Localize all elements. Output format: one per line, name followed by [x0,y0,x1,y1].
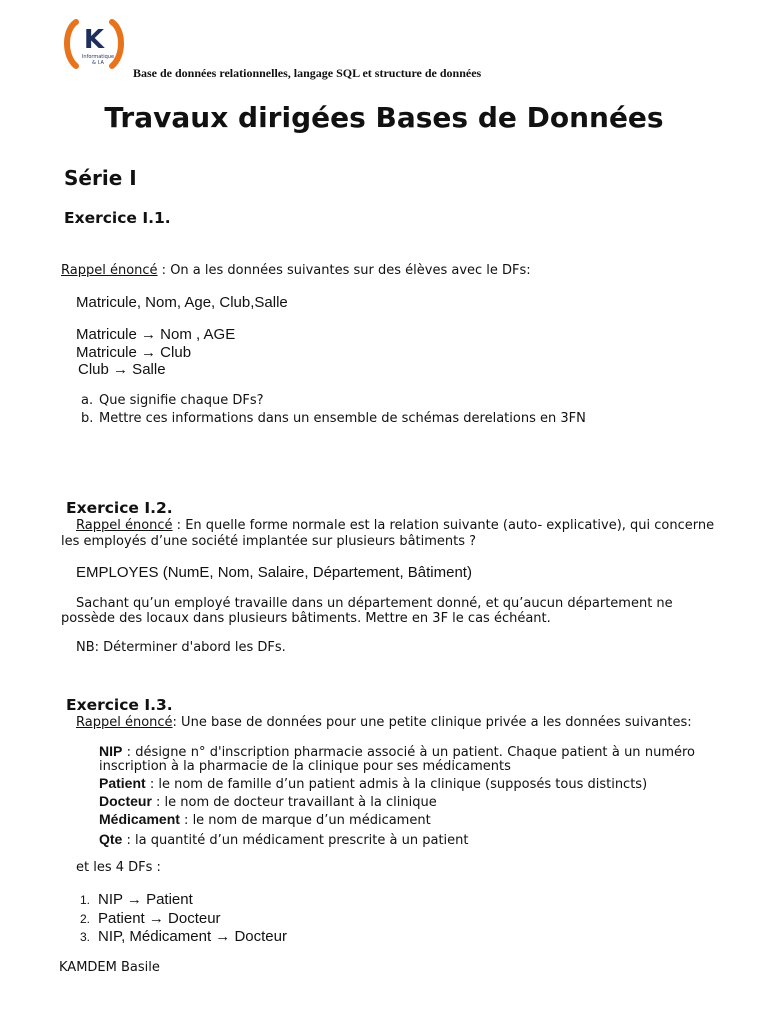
logo-sub2: & I.A [92,60,104,66]
exercise-2-nb: NB: Déterminer d'abord les DFs. [76,640,286,655]
definition-text: : le nom de marque d’un médicament [179,813,431,828]
dfs-intro: et les 4 DFs : [76,860,161,875]
definition-docteur [99,793,437,810]
rappel-text: : En quelle forme normale est la relation suivante (auto- explicative), qui concerne [172,518,715,533]
exercise-3-rappel [76,715,692,730]
question-a [81,393,264,408]
definition-medicament [99,811,431,828]
list-marker: b. [81,411,94,426]
list-marker: 2. [80,912,91,926]
exercise-1-rappel [61,263,531,278]
question-text: Mettre ces informations dans un ensemble de schémas derelations en 3FN [99,411,586,426]
exercise-1-attributes: Matricule, Nom, Age, Club,Salle [76,294,288,311]
list-marker: 3. [80,930,91,944]
exercise-1-title: Exercice I.1. [64,209,171,227]
definition-key: Médicament [99,811,180,827]
definition-text: : le nom de famille d’un patient admis à la clinique (supposés tous distincts) [145,777,648,792]
exercise-2-rappel-line1 [76,518,714,533]
ex3-df-1 [80,891,193,908]
definition-key: NIP [99,743,123,759]
question-text: Que signifie chaque DFs? [99,393,264,408]
list-marker: a. [81,393,94,408]
definition-patient [99,775,647,792]
company-logo [62,16,126,74]
df-2: Matricule → Club [76,344,192,361]
exercise-2-paragraph-line2: possède des locaux dans plusieurs bâtiments. Mettre en 3F le cas échéant. [61,611,551,626]
list-marker: 1. [80,893,91,907]
definition-key: Docteur [99,793,152,809]
question-b [81,411,586,426]
definition-nip [99,744,695,774]
logo-sub1: Informatique [81,54,115,60]
exercise-2-rappel-line2: les employés d’une société implantée sur plusieurs bâtiments ? [61,534,477,549]
exercise-3-title: Exercice I.3. [66,696,173,714]
df-text: Patient → Docteur [98,910,221,927]
page-title: Travaux dirigées Bases de Données [104,101,664,134]
exercise-2-title: Exercice I.2. [66,499,173,517]
rappel-label: Rappel énoncé [61,263,158,278]
exercise-2-paragraph-line1: Sachant qu’un employé travaille dans un département donné, et qu’aucun département ne [76,596,673,611]
definition-qte [99,831,468,848]
definition-key: Patient [99,775,146,791]
rappel-text: : On a les données suivantes sur des élèves avec le DFs: [157,263,531,278]
document-header: Base de données relationnelles, langage SQL et structure de données [133,66,482,80]
definition-key: Qte [99,831,123,847]
footer-author: KAMDEM Basile [59,960,160,975]
logo-letter: K [83,25,105,55]
rappel-label: Rappel énoncé [76,518,173,533]
ex3-df-3 [80,928,287,945]
definition-text: : la quantité d’un médicament prescrite à un patient [122,833,469,848]
series-title: Série I [64,166,137,190]
rappel-text: : Une base de données pour une petite clinique privée a les données suivantes: [172,715,692,730]
definition-text: : désigne n° d'inscription pharmacie associé à un patient. Chaque patient à un numéro inscription à la pharmacie de la clinique pour ses médicaments [99,745,695,774]
ex3-df-2 [80,910,221,927]
df-1: Matricule → Nom , AGE [76,326,236,343]
df-3: Club → Salle [78,361,166,378]
relation-employes: EMPLOYES (NumE, Nom, Salaire, Département, Bâtiment) [76,564,472,581]
df-text: NIP, Médicament → Docteur [98,928,287,945]
rappel-label: Rappel énoncé [76,715,173,730]
definition-text: : le nom de docteur travaillant à la clinique [151,795,437,810]
df-text: NIP → Patient [98,891,193,908]
